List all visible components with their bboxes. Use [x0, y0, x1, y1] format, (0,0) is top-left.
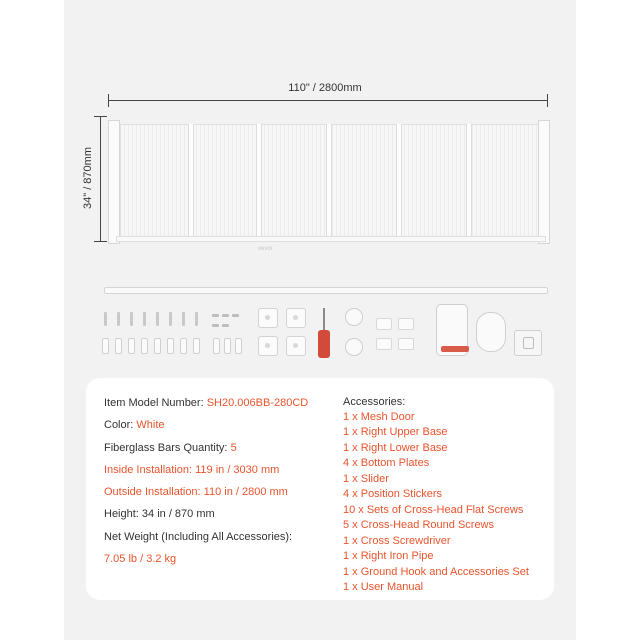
wall-anchor [224, 338, 231, 354]
screw [156, 312, 159, 326]
model-number: Item Model Number: SH20.006BB-280CD [104, 397, 309, 409]
screw [169, 312, 172, 326]
list-item: 1 x Right Lower Base [343, 441, 448, 454]
gate-bottom-rail [116, 236, 546, 242]
screw [222, 314, 229, 317]
ground-hook [514, 330, 542, 356]
fiberglass-bar [466, 124, 472, 236]
screw [143, 312, 146, 326]
screw [222, 324, 229, 327]
wall-anchor [154, 338, 161, 354]
fiberglass-bar [396, 124, 402, 236]
gate-right-post [538, 120, 550, 244]
width-dimension-label: 110" / 2800mm [288, 82, 362, 94]
wall-anchor [193, 338, 200, 354]
product-logo-mark: vevor [258, 246, 273, 252]
screw [130, 312, 133, 326]
list-item: 1 x Right Iron Pipe [343, 550, 434, 563]
position-sticker [398, 318, 414, 330]
wall-anchor [115, 338, 122, 354]
right-iron-pipe [104, 287, 548, 294]
outside-installation: Outside Installation: 110 in / 2800 mm [104, 486, 288, 498]
net-weight-value: 7.05 lb / 3.2 kg [104, 553, 177, 565]
width-dimension-line [108, 100, 548, 101]
width-tick-left [108, 94, 109, 107]
wall-anchor [141, 338, 148, 354]
color-spec: Color: White [104, 419, 165, 431]
list-item: 1 x Mesh Door [343, 411, 415, 423]
right-lower-base [476, 312, 506, 352]
height-spec: Height: 34 in / 870 mm [104, 508, 215, 520]
fiberglass-bar [326, 124, 332, 236]
height-dimension-line [100, 116, 101, 241]
list-item: 1 x Ground Hook and Accessories Set [343, 565, 529, 578]
slider [345, 308, 363, 326]
list-item: 1 x Right Upper Base [343, 426, 448, 439]
bottom-plate [258, 336, 278, 356]
wall-anchor [235, 338, 242, 354]
accessories-list [343, 410, 529, 595]
height-tick-bottom [94, 241, 107, 242]
list-item: 1 x User Manual [343, 580, 424, 593]
screw [104, 312, 107, 326]
inside-installation: Inside Installation: 119 in / 3030 mm [104, 464, 280, 476]
screw [195, 312, 198, 326]
cross-screwdriver [318, 330, 330, 358]
list-item: 5 x Cross-Head Round Screws [343, 519, 495, 532]
list-item: 1 x Slider [343, 472, 389, 485]
list-item: 10 x Sets of Cross-Head Flat Screws [343, 503, 524, 516]
screw [232, 314, 239, 317]
screw [117, 312, 120, 326]
accessories-title: Accessories: [343, 396, 406, 408]
width-tick-right [547, 94, 548, 107]
wall-anchor [167, 338, 174, 354]
bottom-plate [286, 336, 306, 356]
base-release-tab [441, 346, 469, 352]
screwdriver-shaft [323, 308, 325, 330]
fiberglass-bar [188, 124, 194, 236]
position-sticker [376, 318, 392, 330]
wall-anchor [180, 338, 187, 354]
position-sticker [376, 338, 392, 350]
fiberglass-bar [256, 124, 262, 236]
slider-cap [345, 338, 363, 356]
bottom-plate [286, 308, 306, 328]
wall-anchor [102, 338, 109, 354]
position-sticker [398, 338, 414, 350]
list-item: 4 x Bottom Plates [343, 457, 430, 470]
wall-anchor [128, 338, 135, 354]
list-item: 1 x Cross Screwdriver [343, 534, 451, 547]
screw [212, 314, 219, 317]
net-weight-label: Net Weight (Including All Accessories): [104, 531, 293, 543]
height-dimension-label: 34" / 870mm [82, 147, 94, 209]
screw [212, 324, 219, 327]
list-item: 4 x Position Stickers [343, 488, 443, 501]
wall-anchor [213, 338, 220, 354]
bottom-plate [258, 308, 278, 328]
gate-left-post [108, 120, 120, 244]
fiberglass-spec: Fiberglass Bars Quantity: 5 [104, 442, 237, 454]
height-tick-top [94, 116, 107, 117]
screw [182, 312, 185, 326]
